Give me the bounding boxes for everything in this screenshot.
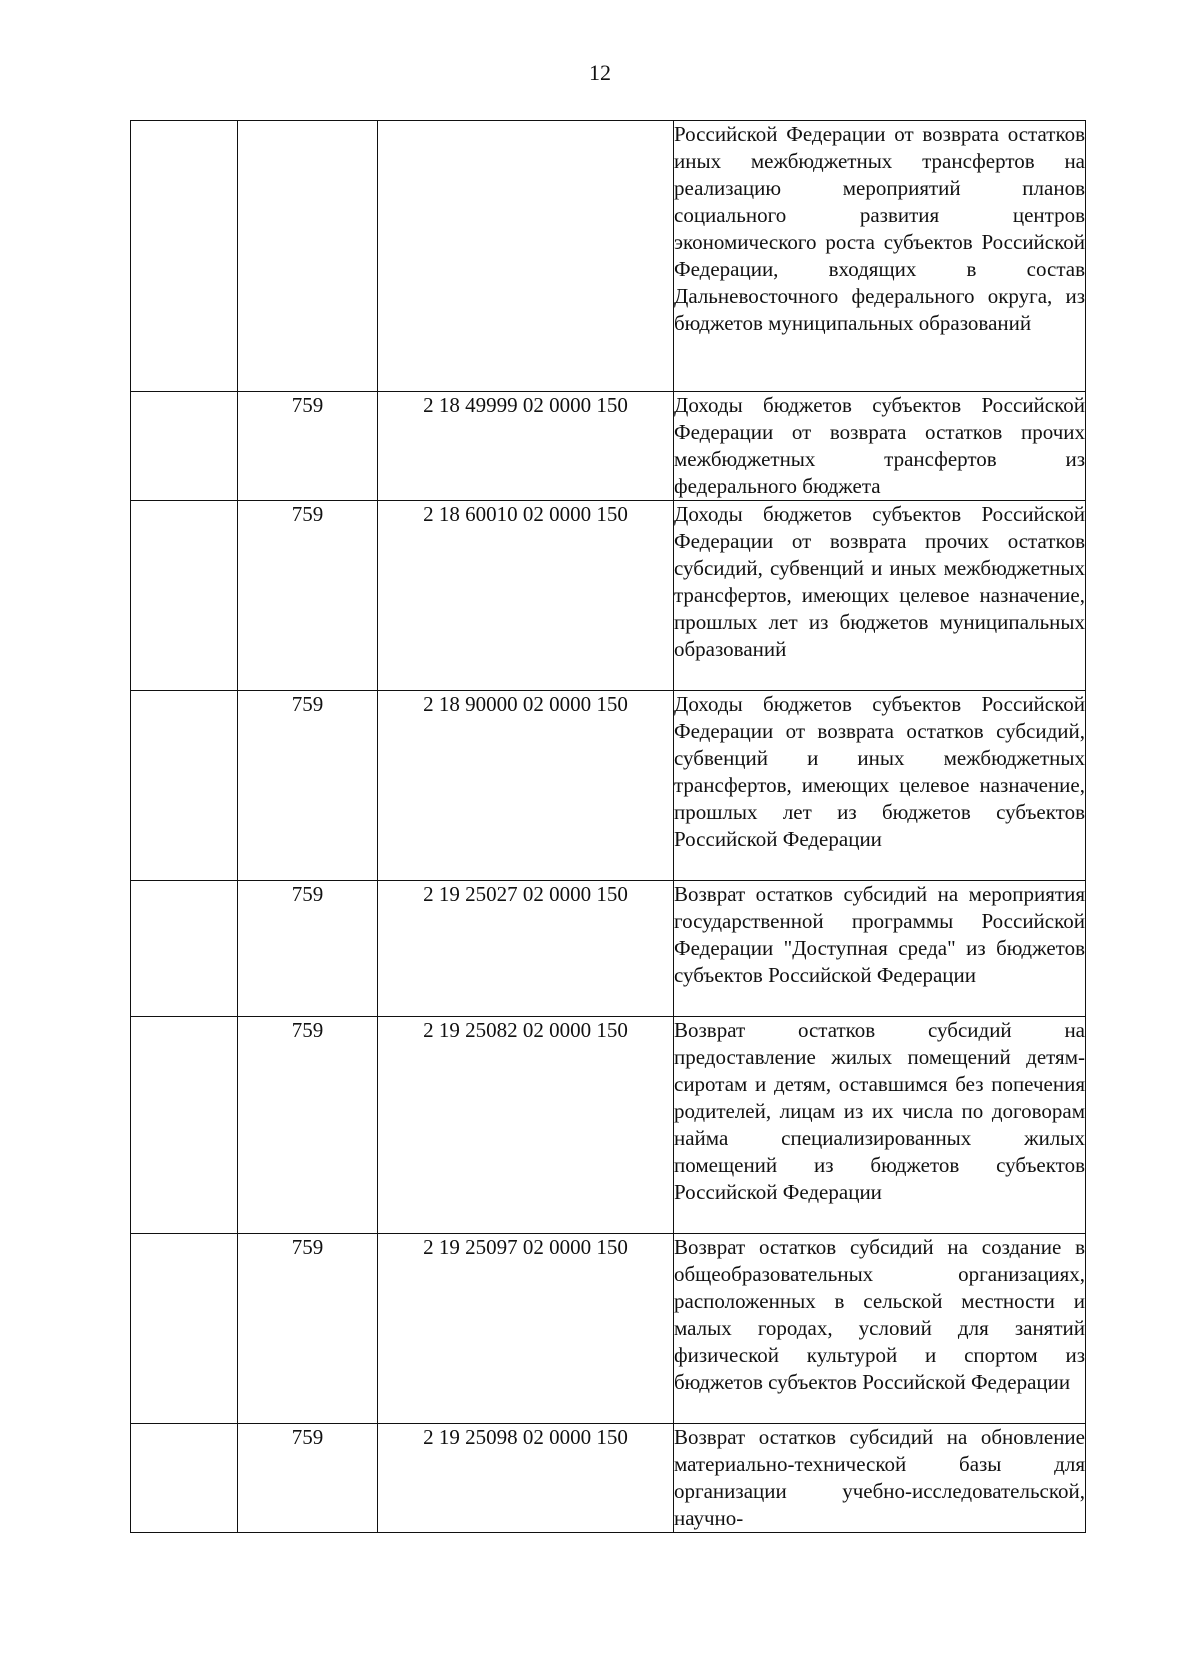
page-number: 12 bbox=[589, 60, 611, 85]
revenue-name-cell: Доходы бюджетов субъектов Российской Федерации от возврата остатков прочих межбюджетных трансфертов из федерального бюджета bbox=[674, 392, 1086, 501]
revenue-name-cell: Доходы бюджетов субъектов Российской Федерации от возврата прочих остатков субсидий, субвенций и иных межбюджетных трансфертов, имеющих целевое назначение, прошлых лет из бюджетов муниципальных образований bbox=[674, 501, 1086, 691]
revenue-code-cell: 2 19 25082 02 0000 150 bbox=[378, 1017, 674, 1234]
revenue-code-cell: 2 18 90000 02 0000 150 bbox=[378, 691, 674, 881]
empty-cell bbox=[131, 881, 238, 1017]
table-row bbox=[131, 881, 1086, 1017]
revenue-name-cell: Российской Федерации от возврата остатков иных межбюджетных трансфертов на реализацию мероприятий планов социального развития центров экономического роста субъектов Российской Федерации, входящих в состав Дальневосточного федерального округа, из бюджетов муниципальных образований bbox=[674, 121, 1086, 392]
revenue-code-cell: 2 19 25098 02 0000 150 bbox=[378, 1424, 674, 1533]
table-row bbox=[131, 392, 1086, 501]
table-row bbox=[131, 121, 1086, 392]
budget-classification-table bbox=[130, 120, 1086, 1533]
table-row bbox=[131, 691, 1086, 881]
empty-cell bbox=[131, 691, 238, 881]
revenue-name-cell: Возврат остатков субсидий на обновление материально-технической базы для организации учебно-исследовательской, научно- bbox=[674, 1424, 1086, 1533]
revenue-code-cell bbox=[378, 121, 674, 392]
revenue-code-cell: 2 19 25027 02 0000 150 bbox=[378, 881, 674, 1017]
revenue-name-cell: Возврат остатков субсидий на создание в общеобразовательных организациях, расположенных в сельской местности и малых городах, условий для занятий физической культурой и спортом из бюджетов субъектов Российской Федерации bbox=[674, 1234, 1086, 1424]
empty-cell bbox=[131, 121, 238, 392]
empty-cell bbox=[131, 1017, 238, 1234]
empty-cell bbox=[131, 1424, 238, 1533]
revenue-code-cell: 2 18 49999 02 0000 150 bbox=[378, 392, 674, 501]
empty-cell bbox=[131, 392, 238, 501]
admin-code-cell: 759 bbox=[238, 1424, 378, 1533]
revenue-code-cell: 2 18 60010 02 0000 150 bbox=[378, 501, 674, 691]
admin-code-cell: 759 bbox=[238, 1017, 378, 1234]
revenue-name-cell: Возврат остатков субсидий на мероприятия государственной программы Российской Федерации "Доступная среда" из бюджетов субъектов Российской Федерации bbox=[674, 881, 1086, 1017]
empty-cell bbox=[131, 1234, 238, 1424]
admin-code-cell: 759 bbox=[238, 392, 378, 501]
admin-code-cell: 759 bbox=[238, 881, 378, 1017]
table-row bbox=[131, 501, 1086, 691]
admin-code-cell bbox=[238, 121, 378, 392]
revenue-name-cell: Доходы бюджетов субъектов Российской Федерации от возврата остатков субсидий, субвенций и иных межбюджетных трансфертов, имеющих целевое назначение, прошлых лет из бюджетов субъектов Российской Федерации bbox=[674, 691, 1086, 881]
admin-code-cell: 759 bbox=[238, 501, 378, 691]
empty-cell bbox=[131, 501, 238, 691]
admin-code-cell: 759 bbox=[238, 1234, 378, 1424]
table-row bbox=[131, 1234, 1086, 1424]
admin-code-cell: 759 bbox=[238, 691, 378, 881]
table-row bbox=[131, 1424, 1086, 1533]
table-row bbox=[131, 1017, 1086, 1234]
revenue-code-cell: 2 19 25097 02 0000 150 bbox=[378, 1234, 674, 1424]
revenue-name-cell: Возврат остатков субсидий на предоставление жилых помещений детям-сиротам и детям, оставшимся без попечения родителей, лицам из их числа по договорам найма специализированных жилых помещений из бюджетов субъектов Российской Федерации bbox=[674, 1017, 1086, 1234]
